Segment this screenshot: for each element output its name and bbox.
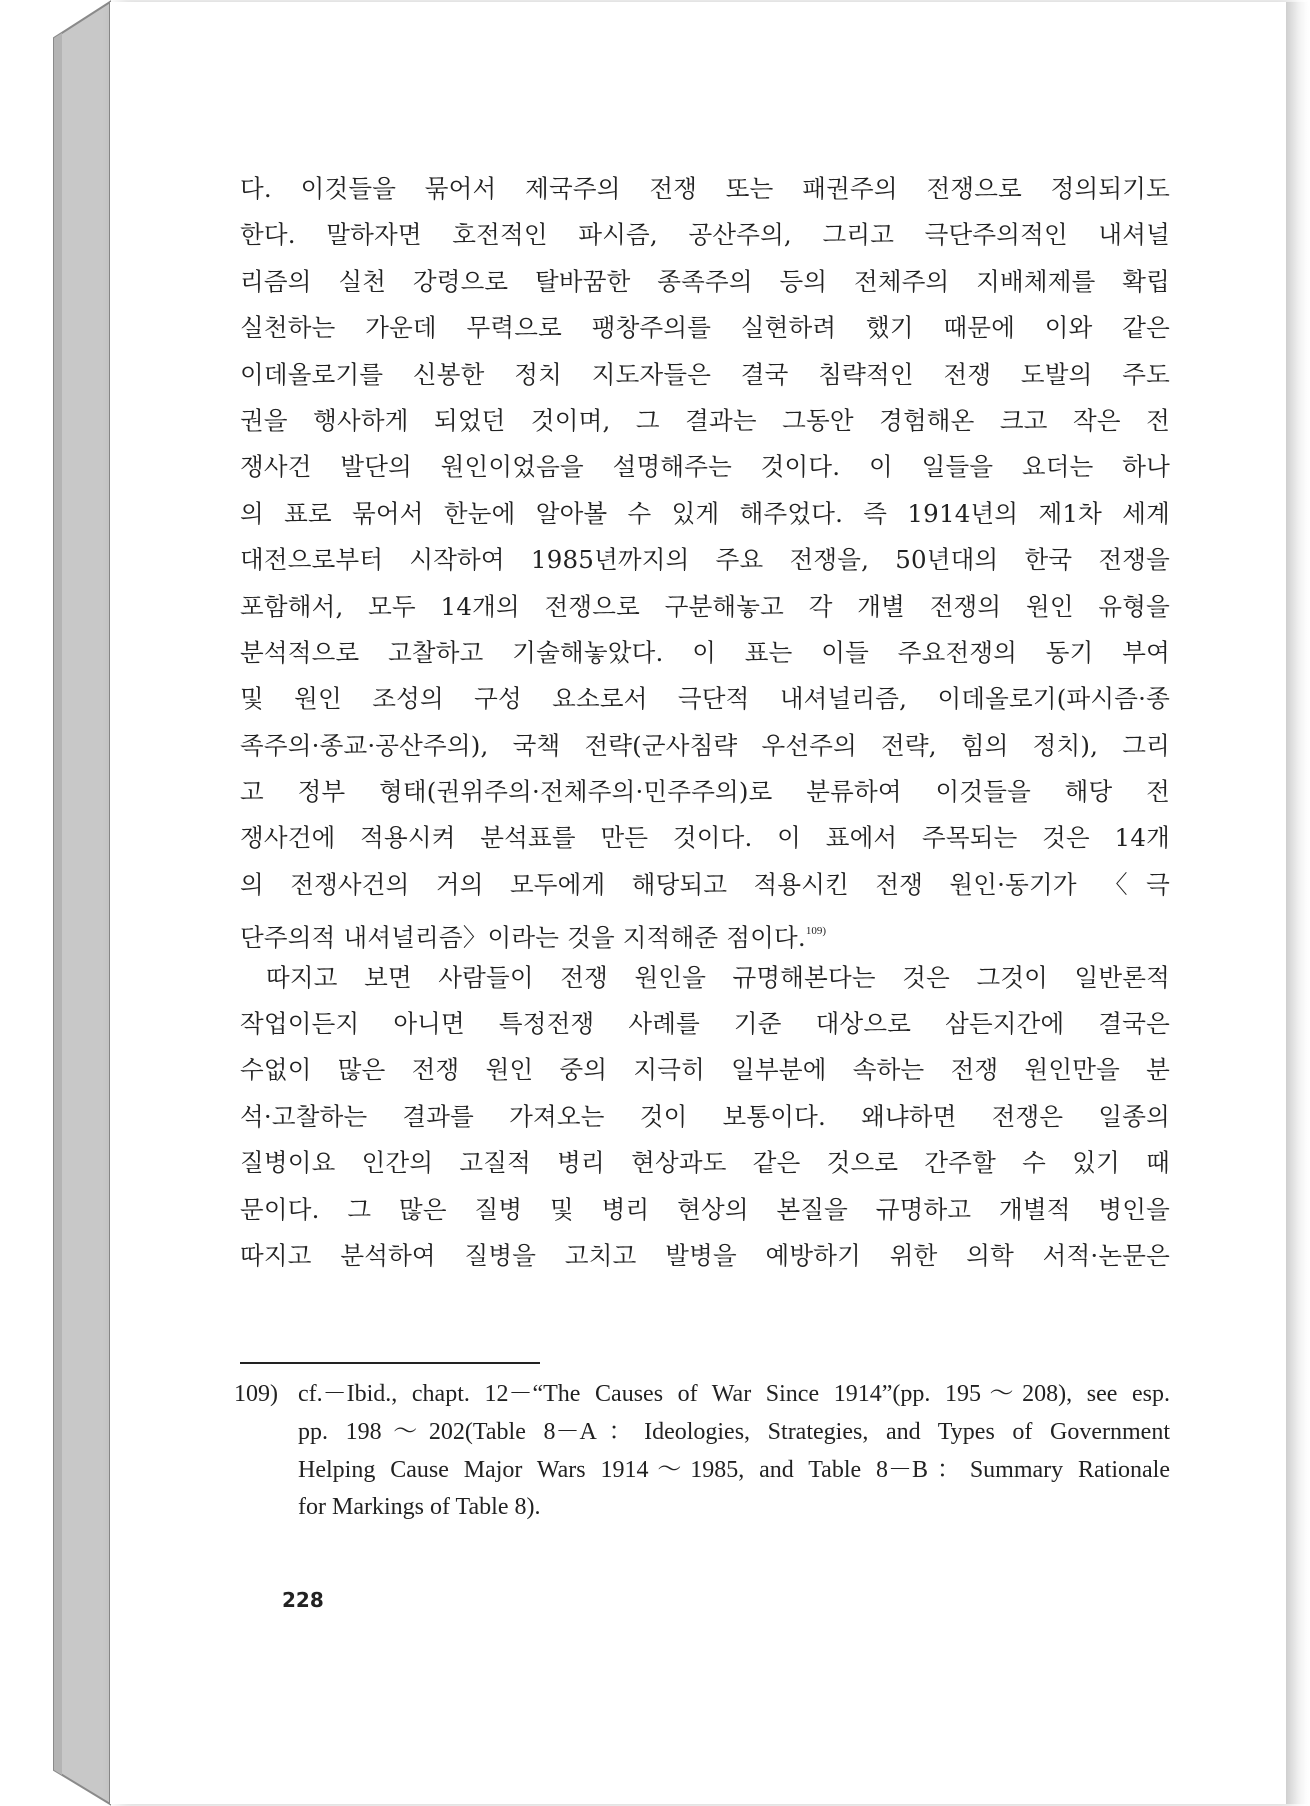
text-line-content: 단주의적 내셔널리즘〉이라는 것을 지적해준 점이다. [240,923,806,953]
footnote-text: pp. 198～202(Table 8－A：Ideologies, Strategies, and Types of Government [298,1418,1170,1445]
text-line: 포함해서, 모두 14개의 전쟁으로 구분해놓고 각 개별 전쟁의 원인 유형을 [240,591,1170,621]
text-line: 석·고찰하는 결과를 가져오는 것이 보통이다. 왜냐하면 전쟁은 일종의 [240,1101,1170,1131]
text-line: 한다. 말하자면 호전적인 파시즘, 공산주의, 그리고 극단주의적인 내셔널 [240,220,1170,250]
footnote-text: Helping Cause Major Wars 1914～1985, and Table 8－B：Summary Rationale [298,1456,1170,1483]
main-text [240,166,1170,1279]
text-line: 질병이요 인간의 고질적 병리 현상과도 같은 것으로 간주할 수 있기 때 [240,1148,1170,1178]
text-line: 권을 행사하게 되었던 것이며, 그 결과는 그동안 경험해온 크고 작은 전 [240,405,1170,435]
footnote-line [234,1414,1170,1452]
footnote-divider [240,1362,540,1364]
text-line: 분석적으로 고찰하고 기술해놓았다. 이 표는 이들 주요전쟁의 동기 부여 [240,637,1170,667]
footnote-number: 109) [234,1381,278,1407]
footnote-line [234,1489,1170,1527]
text-line: 쟁사건에 적용시켜 분석표를 만든 것이다. 이 표에서 주목되는 것은 14개 [240,823,1170,853]
spine-face [54,2,110,1804]
text-line: 고 정부 형태(권위주의·전체주의·민주주의)로 분류하여 이것들을 해당 전 [240,777,1170,807]
footnote-text: for Markings of Table 8). [298,1494,541,1521]
text-line-with-footnote [240,908,1170,954]
text-line: 의 표로 묶어서 한눈에 알아볼 수 있게 해주었다. 즉 1914년의 제1차 세계 [240,498,1170,528]
text-line: 리즘의 실천 강령으로 탈바꿈한 종족주의 등의 전체주의 지배체제를 확립 [240,266,1170,296]
page-number: 228 [282,1588,324,1612]
text-line: 작업이든지 아니면 특정전쟁 사례를 기준 대상으로 삼든지간에 결국은 [240,1009,1170,1039]
page-edge [1286,2,1308,1804]
text-line: 다. 이것들을 묶어서 제국주의 전쟁 또는 패권주의 전쟁으로 정의되기도 [240,174,1170,203]
paragraph-start-line: 따지고 보면 사람들이 전쟁 원인을 규명해본다는 것은 그것이 일반론적 [266,962,1170,992]
spine-shade [54,33,62,1775]
footnote-text: cf.－Ibid., chapt. 12－“The Causes of War Since 1914”(pp. 195～208), see esp. [298,1381,1170,1407]
text-line: 따지고 분석하여 질병을 고치고 발병을 예방하기 위한 의학 서적·논문은 [240,1240,1170,1270]
text-line: 대전으로부터 시작하여 1985년까지의 주요 전쟁을, 50년대의 한국 전쟁을 [240,545,1170,575]
footnote-line [234,1376,1170,1414]
text-line: 이데올로기를 신봉한 정치 지도자들은 결국 침략적인 전쟁 도발의 주도 [240,359,1170,389]
text-line: 수없이 많은 전쟁 원인 중의 지극히 일부분에 속하는 전쟁 원인만을 분 [240,1055,1170,1085]
text-line: 쟁사건 발단의 원인이었음을 설명해주는 것이다. 이 일들을 요더는 하나 [240,452,1170,482]
text-line: 실천하는 가운데 무력으로 팽창주의를 실현하려 했기 때문에 이와 같은 [240,313,1170,343]
text-line: 족주의·종교·공산주의), 국책 전략(군사침략 우선주의 전략, 힘의 정치), 그리 [240,730,1170,760]
text-line: 문이다. 그 많은 질병 및 병리 현상의 본질을 규명하고 개별적 병인을 [240,1194,1170,1224]
footnote [234,1376,1170,1527]
text-line: 및 원인 조성의 구성 요소로서 극단적 내셔널리즘, 이데올로기(파시즘·종 [240,684,1170,714]
footnote-reference: 109) [805,925,827,938]
footnote-line [234,1452,1170,1490]
text-line: 의 전쟁사건의 거의 모두에게 해당되고 적용시킨 전쟁 원인·동기가 〈극 [240,869,1170,899]
